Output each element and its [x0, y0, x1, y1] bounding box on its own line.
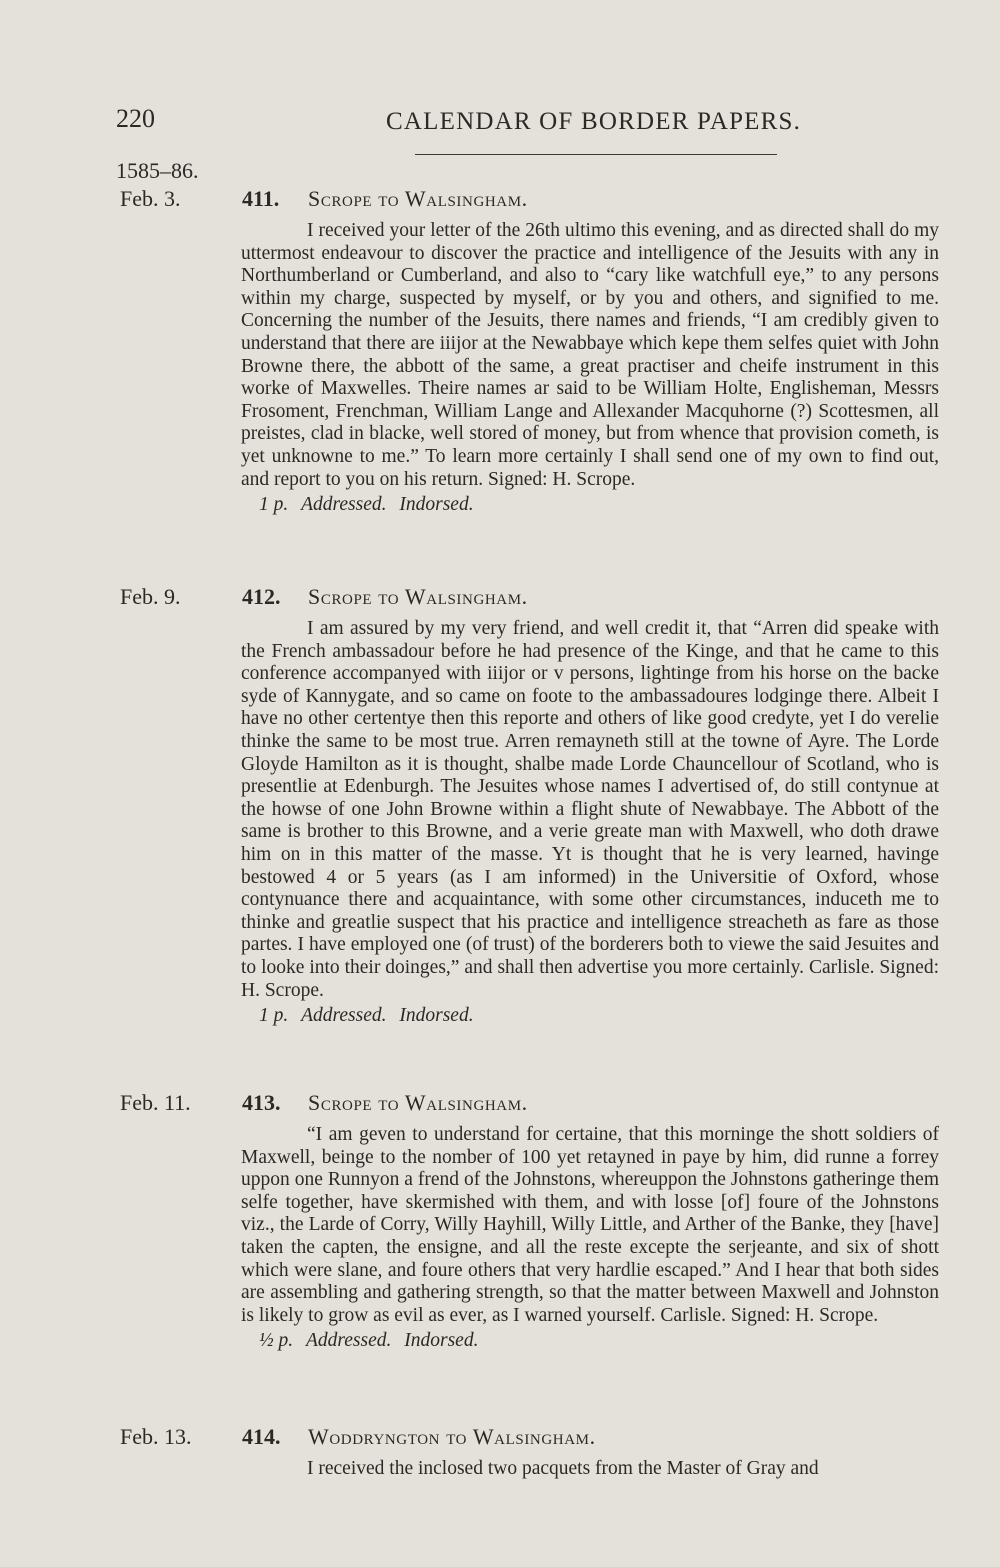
entry-body: I received your letter of the 26th ultimo this evening, and as directed shall do my uttermost endeavour to discover the practice and intelligence of the Jesuits with any in Northumberland or Cumberland, and also to “cary like watchfull eye,” to any persons within my charge, suspected by myself, or by you and others, and signified to me. Concerning the number of the Jesuits, there names and friends, “I am credibly given to understand that there are iiijor at the Newabbaye which kepe them selfes quiet with John Browne there, the abbott of the same, a great practiser and cheife instrument in this worke of Maxwelles. Theire names ar said to be William Holte, Englisheman, Messrs Frosoment, Frenchman, William Lange and Allexander Macquhorne (?) Scottesmen, all preistes, clad in blacke, well stored of money, but from whence that provision cometh, is yet unknowne to me.” To learn more certainly I shall send one of my own to find out, and report to you on his return. Signed: H. Scrope. [241, 220, 939, 490]
year-label: 1585–86. [116, 158, 199, 183]
note-indorsed: Indorsed. [399, 494, 474, 516]
entry-414 [120, 1424, 950, 1481]
note-addressed: Addressed. [306, 1330, 392, 1352]
entry-body: I am assured by my very friend, and well credit it, that “Arren did speake with the French ambassadour before he had presence of the Kinge, and that he came to this conference accompanyed with iiijor or v persons, lightinge from his horse on the backe syde of Kannygate, and so came on foote to the ambassadoures lodginge there. Albeit I have no other certentye then this reporte and others of like good credyte, yet I do verelie thinke the same to be most true. Arren remayneth still at the towne of Ayre. The Lorde Gloyde Hamilton as it is thought, shalbe made Lorde Chauncellour of Scotland, who is presentlie at Edenburgh. The Jesuites whose names I advertised of, do still contynue at the howse of one John Browne within a flight shute of Newabbaye. The Abbott of the same is brother to this Browne, and a verie greate man with Maxwell, who doth drawe him on in this matter of the masse. Yt is thought that he is very learned, havinge bestowed 4 or 5 years (as I am informed) in the Universitie of Oxford, whose contynuance there and acquaintance, with some other circumstances, induceth me to thinke and greatlie suspect that his practice and intelligence streacheth as fare as those partes. I have employed one (of trust) of the borderers both to viewe the said Jesuites and to looke into their doinges,” and shall then advertise you more certainly. Carlisle. Signed: H. Scrope. [241, 618, 939, 1001]
entry-date: Feb. 9. [120, 584, 181, 609]
entry-412 [120, 584, 950, 1028]
entry-number: 413. [242, 1090, 281, 1115]
note-size: ½ p. [259, 1330, 294, 1352]
entry-date: Feb. 11. [120, 1090, 191, 1115]
note-size: 1 p. [259, 1005, 289, 1027]
note-indorsed: Indorsed. [404, 1330, 479, 1352]
entry-number: 414. [242, 1424, 281, 1449]
entry-title: Scrope to Walsingham. [308, 584, 528, 609]
running-title: CALENDAR OF BORDER PAPERS. [386, 108, 802, 135]
entry-heading [120, 1090, 950, 1124]
entry-note [259, 493, 950, 517]
note-addressed: Addressed. [301, 1005, 387, 1027]
note-size: 1 p. [259, 494, 289, 516]
entry-heading [120, 1424, 950, 1458]
entry-note [259, 1004, 950, 1028]
entry-heading [120, 186, 950, 220]
entry-date: Feb. 3. [120, 186, 181, 211]
page-number: 220 [116, 104, 155, 133]
entry-note [259, 1329, 950, 1353]
entry-title: Woddryngton to Walsingham. [308, 1424, 596, 1449]
note-indorsed: Indorsed. [399, 1005, 474, 1027]
entry-number: 411. [242, 186, 280, 211]
entry-body: I received the inclosed two pacquets from the Master of Gray and [307, 1458, 819, 1479]
entry-413 [120, 1090, 950, 1353]
entry-411 [120, 186, 950, 517]
entry-number: 412. [242, 584, 281, 609]
page-header [116, 104, 816, 144]
note-addressed: Addressed. [301, 494, 387, 516]
entry-body: “I am geven to understand for certaine, that this morninge the shott soldiers of Maxwell, beinge to the nomber of 100 yet retayned in paye by him, did runne a forrey uppon one Runnyon a frend of the Johnstons, whereuppon the Johnstons gatheringe them selfe together, have skermished with them, and with losse [of] foure of the Johnstons viz., the Larde of Corry, Willy Hayhill, Willy Little, and Arther of the Banke, they [have] taken the capten, the ensigne, and all the reste excepte the serjeante, and six of shott which were slane, and foure others that very hardlie escaped.” And I hear that both sides are assembling and gathering strength, so that the matter between Maxwell and Johnston is likely to grow as evil as ever, as I warned yourself. Carlisle. Signed: H. Scrope. [241, 1124, 939, 1326]
header-rule [415, 154, 777, 155]
entry-title: Scrope to Walsingham. [308, 1090, 528, 1115]
entry-heading [120, 584, 950, 618]
entry-title: Scrope to Walsingham. [308, 186, 528, 211]
entry-date: Feb. 13. [120, 1424, 192, 1449]
